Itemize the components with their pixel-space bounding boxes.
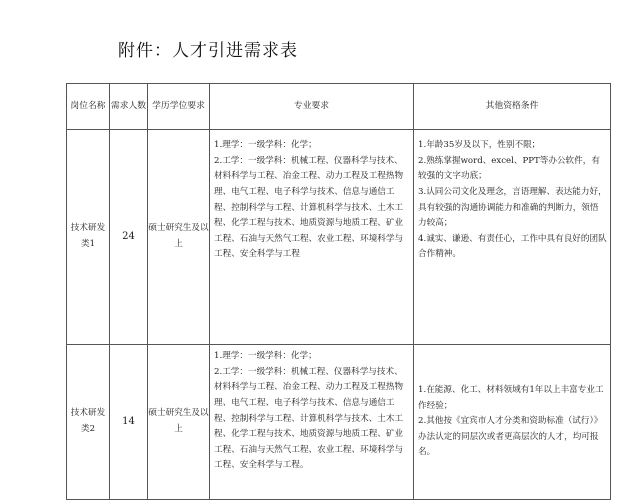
- cell-education: 硕士研究生及以上: [148, 130, 210, 345]
- cell-education: 硕士研究生及以上: [148, 345, 210, 500]
- major-item: 2.工学：一级学科：机械工程、仪器科学与技术、材料科学与工程、冶金工程、动力工程及工程热物理、电气工程、电子科学与技术、信息与通信工程、控制科学与工程、计算机科学与技术、土木工程、化学工程与技术、地质资源与地质工程、矿业工程、石油与天然气工程、农业工程、环境科学与工程、安全科学与工程。: [214, 366, 404, 471]
- table-header-row: [67, 84, 611, 130]
- other-item: 3.认同公司文化及理念，言语理解、表达能力好，具有较强的沟通协调能力和准确的判断力，领悟力较高；: [418, 186, 607, 229]
- cell-other: [414, 130, 611, 345]
- table-row: [67, 345, 611, 500]
- other-item: 2.其他按《宜宾市人才分类和资助标准（试行）》办法认定的同层次或者更高层次的人才，均可报名。: [418, 416, 603, 458]
- header-post-name: 岗位名称: [67, 84, 110, 130]
- cell-post-name: 技术研发类1: [67, 130, 110, 345]
- major-item: 2.工学：一级学科：机械工程、仪器科学与技术、材料科学与工程、冶金工程、动力工程及工程热物理、电气工程、电子科学与技术、信息与通信工程、控制科学与工程、计算机科学与技术、土木工程、化学工程与技术、地质资源与地质工程、矿业工程、石油与天然气工程、农业工程、环境科学与工程、安全科学与工程: [214, 155, 404, 260]
- talent-demand-table: [66, 83, 611, 500]
- table-row: [67, 130, 611, 345]
- other-item: 2.熟练掌握word、excel、PPT等办公软件，有较强的文字功底；: [418, 155, 600, 182]
- other-item: 4.诚实、谦逊、有责任心，工作中具有良好的团队合作精神。: [418, 233, 607, 260]
- cell-demand-count: 14: [110, 345, 148, 500]
- cell-major: [210, 130, 414, 345]
- major-item: 1.理学：一级学科：化学；: [214, 351, 317, 361]
- cell-post-name: 技术研发类2: [67, 345, 110, 500]
- major-item: 1.理学：一级学科：化学；: [214, 140, 317, 150]
- header-other: 其他资格条件: [414, 84, 611, 130]
- cell-demand-count: 24: [110, 130, 148, 345]
- header-demand-count: 需求人数: [110, 84, 148, 130]
- page-title: 附件：人才引进需求表: [118, 41, 298, 61]
- other-item: 1.年龄35岁及以下，性别不限；: [418, 140, 541, 150]
- cell-other: [414, 345, 611, 500]
- other-item: 1.在能源、化工、材料领域有1年以上丰富专业工作经验；: [418, 384, 604, 411]
- header-major: 专业要求: [210, 84, 414, 130]
- cell-major: [210, 345, 414, 500]
- header-education: 学历学位要求: [148, 84, 210, 130]
